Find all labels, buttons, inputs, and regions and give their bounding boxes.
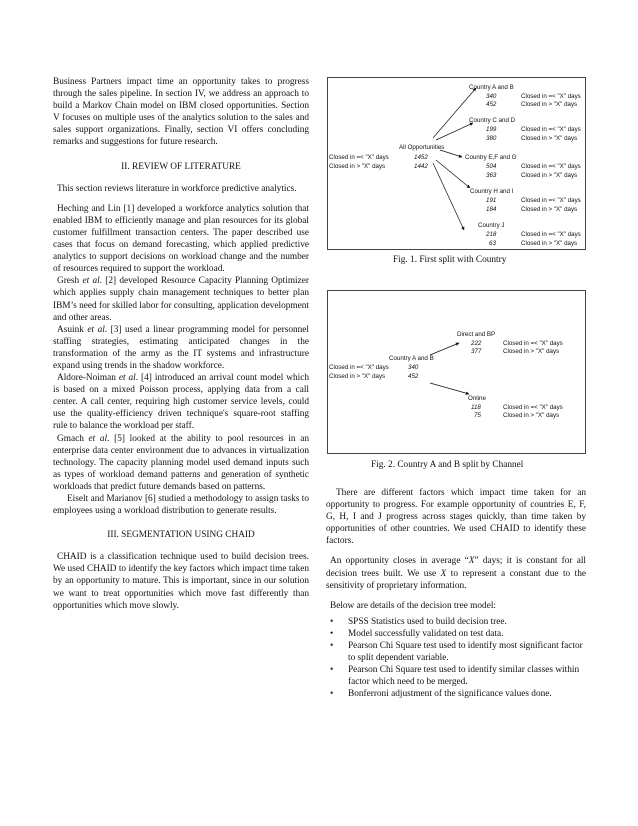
figure-1-tree — [327, 77, 586, 250]
gresh-paragraph — [53, 275, 309, 323]
node-value: 377 — [471, 348, 482, 355]
aldore-etal: et al — [118, 373, 136, 384]
node-value: 504 — [486, 163, 497, 170]
eiselt-paragraph: Eiselt and Marianov [6] studied a methodology to assign tasks to employees using a workload distribution to generate results. — [53, 494, 309, 517]
heching-paragraph: Heching and Lin [1] developed a workforce analytics solution that enabled IBM to efficiently manage and plan resources for its global customer fulfillment transaction centers. The paper described use cases that focus on demand forecasting, which applied predictive analytics to support decisions on workload change and the number of resources required to support the workload. — [53, 203, 309, 275]
arrow-to-j — [433, 163, 464, 230]
review-paragraph: This section reviews literature in workforce predictive analytics. — [57, 183, 297, 194]
node-title: Direct and BP — [457, 331, 496, 338]
node-value: 222 — [471, 340, 482, 347]
node-value: 118 — [471, 404, 481, 411]
arrow-to-direct-bp — [430, 343, 459, 355]
left-column — [53, 76, 309, 612]
node-label: Closed in > "X" days — [521, 135, 578, 142]
root-node-label-1: Closed in =< "X" days — [329, 364, 389, 371]
node-value: 380 — [486, 135, 497, 142]
x-symbol: X — [440, 568, 447, 579]
gresh-etal: et al — [82, 276, 100, 287]
node-title: Country A and B — [469, 84, 514, 91]
root-node-title: Country A and B — [389, 355, 434, 362]
node-value: 199 — [486, 126, 497, 133]
node-label: Closed in =< "X" days — [503, 340, 563, 347]
constant-text-a: An opportunity closes in average “ — [330, 556, 469, 567]
root-node-title: All Opportunities — [399, 144, 445, 151]
section-heading-chaid: III. SEGMENTATION USING CHAID — [107, 530, 255, 541]
list-item: • Model successfully validated on test data. — [326, 628, 586, 640]
gresh-author: Gresh — [57, 276, 80, 287]
gmach-text: . [5] looked at the ability to pool resources in an enterprise data center environment due to advances in virtualization technology. The capacity planning model used demand inputs such as types of workload demand patterns and generation of synthetic workloads that predict future demands based on patterns. — [53, 433, 310, 492]
figure-1-caption: Fig. 1. First split with Country — [393, 255, 507, 265]
node-label: Closed in > "X" days — [521, 206, 578, 213]
node-label: Closed in =< "X" days — [521, 163, 581, 170]
root-node-value-1: 340 — [408, 364, 419, 371]
list-item: • Pearson Chi Square test used to identify similar classes within factor which need to be merged. — [326, 664, 586, 688]
details-intro: Below are details of the decision tree model: — [330, 600, 496, 611]
list-item: • Pearson Chi Square test used to identify most significant factor to split dependent variable. — [326, 640, 586, 664]
node-label: Closed in =< "X" days — [521, 93, 581, 100]
node-value: 340 — [486, 93, 497, 100]
node-value: 75 — [474, 412, 481, 419]
constant-text-c: to represent a constant due to the sensitivity of proprietary information. — [326, 568, 586, 591]
model-details-list — [326, 616, 586, 701]
gresh-text: . [2] developed Resource Capacity Planning Optimizer which applies supply chain management techniques to better plan IBM’s need for skilled labor for consulting, application development and other areas. — [53, 276, 309, 323]
x-symbol: X — [468, 556, 475, 567]
constant-text-b: ” days; it is constant for all decision trees built. We use — [326, 556, 586, 579]
node-label: Closed in > "X" days — [521, 172, 578, 179]
gmach-author: Gmach — [57, 433, 84, 444]
chaid-paragraph: CHAID is a classification technique used to build decision trees. We used CHAID to identify the key factors which impact time taken by an opportunity to mature. This is important, since in our solution we want to treat opportunities which move fast differently than opportunities which move slowly. — [53, 552, 309, 611]
arrow-to-h-i — [436, 160, 470, 188]
root-node-label-1: Closed in =< "X" days — [329, 154, 389, 161]
list-item: • Bonferroni adjustment of the significance values done. — [326, 688, 586, 700]
node-label: Closed in =< "X" days — [521, 197, 581, 204]
node-label: Closed in > "X" days — [521, 101, 578, 108]
arrow-to-online — [430, 383, 469, 394]
root-node-label-2: Closed in > "X" days — [329, 373, 386, 380]
node-label: Closed in > "X" days — [503, 412, 560, 419]
arrow-to-e-g — [440, 150, 462, 157]
node-value: 218 — [486, 231, 497, 238]
node-title: Country C and D — [469, 117, 516, 124]
right-column — [326, 487, 586, 701]
node-title: Online — [468, 395, 486, 402]
gmach-etal: et al — [88, 433, 108, 444]
intro-paragraph: Business Partners impact time an opportunity takes to progress through the sales pipeline. In section IV, we address an approach to build a Markov Chain model on IBM closed opportunities. Section V focuses on multiple uses of the analytics solution to the sales and sales support organizations. Finally, section VI offers concluding remarks and suggestions for future research. — [53, 77, 309, 148]
figure-2-tree — [327, 290, 586, 454]
node-label: Closed in > "X" days — [521, 240, 578, 247]
node-value: 63 — [489, 240, 496, 247]
node-label: Closed in =< "X" days — [521, 231, 581, 238]
aldore-author: Aldore-Noiman — [57, 373, 116, 384]
asuink-text: . [3] used a linear programming model for personnel staffing strategies, estimating anticipated changes in the transformation of the army as the IT systems and infrastructure expand using trends in the shadow workforce. — [53, 324, 310, 371]
root-node-label-2: Closed in > "X" days — [329, 163, 386, 170]
node-label: Closed in > "X" days — [503, 348, 560, 355]
figure-2-caption: Fig. 2. Country A and B split by Channel — [371, 460, 524, 470]
root-node-value-2: 1442 — [414, 163, 428, 170]
figure-2-arrows — [328, 291, 585, 453]
aldore-text: . [4] introduced an arrival count model which is based on a mixed Poisson process, applying data from a call center. A call center, requiring high customer service levels, could use the quality-efficiency driven technique's square-root staffing rule to balance the workload per staff. — [53, 373, 310, 432]
node-label: Closed in =< "X" days — [503, 404, 563, 411]
asuink-author: Asuink — [57, 324, 84, 335]
arrow-to-c-d — [436, 123, 473, 140]
aldore-paragraph — [53, 372, 309, 432]
node-title: Country J — [478, 222, 505, 229]
section-heading-review: II. REVIEW OF LITERATURE — [121, 161, 241, 172]
asuink-paragraph — [53, 324, 309, 372]
asuink-etal: et al — [87, 324, 105, 335]
node-title: Country H and I — [470, 188, 514, 195]
factors-paragraph: There are different factors which impact time taken for an opportunity to progress. For example opportunity of countries E, F, G, H, I and J progress across stages quickly, than time taken by opportunities of other countries. We used CHAID to identify these factors. — [326, 488, 586, 547]
root-node-value-1: 1452 — [414, 154, 428, 161]
arrow-to-a-b — [433, 88, 476, 138]
node-title: Country E,F and G — [465, 154, 517, 161]
gmach-paragraph — [53, 433, 309, 493]
node-value: 363 — [486, 172, 497, 179]
list-item: • SPSS Statistics used to build decision tree. — [326, 616, 586, 628]
node-value: 452 — [486, 101, 497, 108]
root-node-value-2: 452 — [408, 373, 419, 380]
node-value: 191 — [486, 197, 497, 204]
node-label: Closed in =< "X" days — [521, 126, 581, 133]
constant-paragraph — [326, 555, 586, 591]
node-value: 184 — [486, 206, 497, 213]
